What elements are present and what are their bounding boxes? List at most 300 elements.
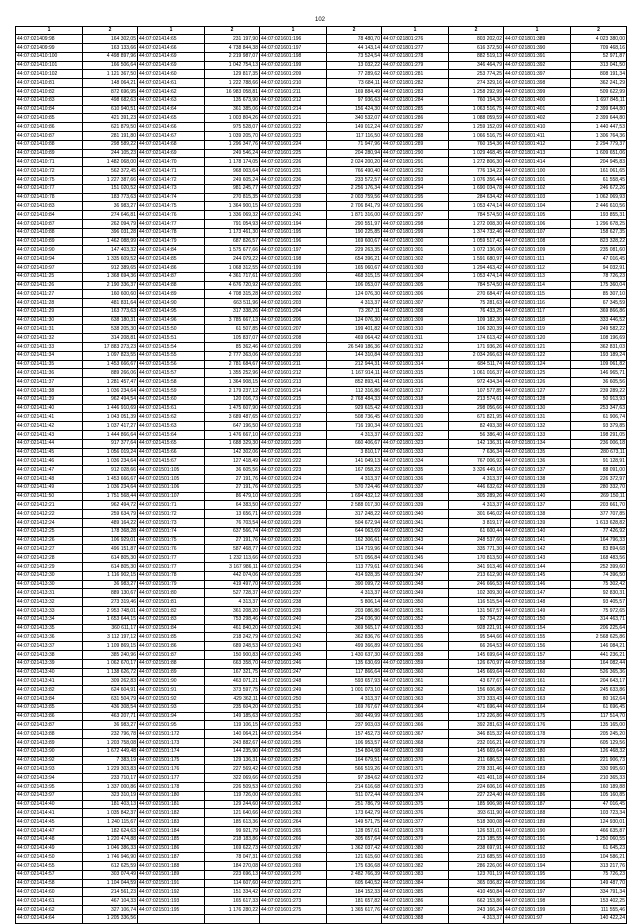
cadastral-number-cell: 44:07:021801:370 [382,756,449,765]
cadastral-value-cell: 47 016,45 [571,255,627,264]
cadastral-value-cell: 149 012,24 [327,123,382,132]
cadastral-value-cell: 171 936,26 [449,343,504,352]
cadastral-value-cell: 102 309,30 [449,589,504,598]
table-row [16,642,627,651]
cadastral-number-cell: 44:07:021414:61 [138,79,205,88]
table-row [16,826,627,835]
cadastral-value-cell: 163 133,66 [83,43,138,52]
table-row [16,466,627,475]
cadastral-number-cell: 44:07:021601:222 [260,457,327,466]
cadastral-number-cell: 44:07:021801:124 [504,360,571,369]
cadastral-value-cell: 767 006,92 [449,457,504,466]
cadastral-value-cell: 2 024 200,20 [327,158,382,167]
cadastral-value-table [15,26,627,924]
cadastral-value-cell: 135 630,69 [327,659,382,668]
cadastral-number-cell: 44:07:021801:378 [382,826,449,835]
cadastral-value-cell: 1 104 044,59 [83,879,138,888]
cadastral-number-cell: 44:07:021501:92 [138,694,205,703]
cadastral-value-cell: 570 724,46 [327,483,382,492]
cadastral-value-cell: 112 316,86 [327,387,382,396]
cadastral-value-cell: 612 625,59 [83,862,138,871]
cadastral-value-cell: 71 947,96 [327,140,382,149]
cadastral-value-cell: 1 482 068,00 [83,158,138,167]
cadastral-value-cell: 127 418,49 [205,457,260,466]
cadastral-value-cell: 210 365,33 [571,774,627,783]
table-row [16,87,627,96]
cadastral-number-cell: 44:07:021801:164 [504,703,571,712]
cadastral-number-cell: 44:07:021801:282 [382,79,449,88]
cadastral-value-cell: 362 831,03 [571,343,627,352]
cadastral-value-cell: 1 036 234,64 [83,483,138,492]
cadastral-number-cell: 44:07:021411:44 [16,439,83,448]
cadastral-value-cell: 463 207,71 [83,712,138,721]
cadastral-number-cell: 44:07:021801:131 [504,413,571,422]
cadastral-value-cell: 43 677,67 [449,677,504,686]
cadastral-number-cell: 44:07:021601:269 [260,862,327,871]
cadastral-number-cell: 44:07:021801:147 [504,589,571,598]
table-row [16,281,627,290]
cadastral-number-cell: 44:07:021801:112 [504,263,571,272]
cadastral-number-cell: 44:07:021801:344 [382,545,449,554]
cadastral-value-cell: 61 600,44 [449,527,504,536]
cadastral-number-cell: 44:07:021601:234 [260,563,327,572]
cadastral-value-cell: 185 613,36 [205,818,260,827]
cadastral-number-cell: 44:07:021801:355 [382,633,449,642]
cadastral-number-cell: 44:07:021801:397 [504,70,571,79]
cadastral-value-cell: 313 041,50 [571,61,627,70]
cadastral-number-cell: 44:07:021801:361 [382,677,449,686]
table-row [16,756,627,765]
cadastral-value-cell: 766 490,40 [327,167,382,176]
cadastral-value-cell: 95 544,66 [449,633,504,642]
cadastral-value-cell: 298 056,66 [449,404,504,413]
cadastral-value-cell: 647 196,50 [205,422,260,431]
cadastral-number-cell: 44:07:021801:183 [504,765,571,774]
cadastral-number-cell: 44:07:021410:83 [16,96,83,105]
cadastral-number-cell: 44:07:021801:314 [382,360,449,369]
cadastral-number-cell: 44:07:021801:311 [382,334,449,343]
cadastral-value-cell: 1 697 845,11 [571,96,627,105]
cadastral-value-cell: 1 053 474,14 [449,272,504,281]
cadastral-value-cell: 784 574,50 [449,281,504,290]
cadastral-number-cell: 44:07:021601:220 [260,439,327,448]
cadastral-number-cell: 44:07:021410:75 [16,175,83,184]
cadastral-value-cell: 1 097 823,55 [83,351,138,360]
cadastral-value-cell: 4 313,37 [449,501,504,510]
cadastral-number-cell: 44:07:021801:192 [504,844,571,853]
cadastral-value-cell: 317 338,26 [205,307,260,316]
cadastral-value-cell: 1 116 902,15 [83,571,138,580]
cadastral-value-cell: 3 326 449,16 [449,466,504,475]
cadastral-value-cell: 481 831,64 [83,299,138,308]
cadastral-number-cell: 44:07:021601:239 [260,202,327,211]
cadastral-number-cell: 44:07:021801:180 [504,747,571,756]
table-row [16,123,627,132]
cadastral-value-cell: 1 591 680,97 [449,255,504,264]
cadastral-value-cell: 1 001 073,10 [327,686,382,695]
cadastral-value-cell: 161 061,65 [571,167,627,176]
cadastral-value-cell: 126 531,01 [449,826,504,835]
cadastral-value-cell: 4 023 380,00 [571,35,627,44]
cadastral-value-cell: 1 258 292,99 [449,87,504,96]
cadastral-value-cell: 527 728,37 [205,589,260,598]
cadastral-value-cell: 140 064,21 [205,730,260,739]
cadastral-value-cell: 153 402,25 [571,897,627,906]
cadastral-value-cell: 928 221,91 [449,624,504,633]
cadastral-value-cell: 164 082,44 [571,659,627,668]
cadastral-value-cell: 77 426,92 [571,527,627,536]
cadastral-number-cell: 44:07:021601:243 [260,642,327,651]
table-row [16,844,627,853]
cadastral-number-cell: 44:07:021801:399 [504,87,571,96]
cadastral-value-cell: 27 191,76 [205,483,260,492]
cadastral-number-cell: 44:07:021410:89 [16,149,83,158]
table-row [16,747,627,756]
cadastral-value-cell: 154 804,98 [327,747,382,756]
table-row [16,439,627,448]
cadastral-value-cell: 1 056 019,24 [83,448,138,457]
cadastral-number-cell: 44:07:021801:339 [382,501,449,510]
cadastral-value-cell: 16 983 058,81 [205,87,260,96]
cadastral-number-cell: 44:07:021415:56 [138,360,205,369]
cadastral-value-cell: 233 572,57 [327,175,382,184]
cadastral-number-cell: 44:07:021413:37 [16,642,83,651]
cadastral-value-cell: 3 689 487,65 [205,413,260,422]
cadastral-number-cell: 44:07:021801:309 [382,316,449,325]
cadastral-value-cell: 269 150,11 [571,492,627,501]
column-header: 2 [327,27,382,35]
cadastral-value-cell: 75 972,65 [571,606,627,615]
cadastral-value-cell: 124 076,30 [327,290,382,299]
column-header: 2 [449,27,504,35]
cadastral-value-cell: 175 360,04 [571,281,627,290]
cadastral-value-cell: 203 661,70 [571,501,627,510]
cadastral-value-cell: 226 372,97 [571,475,627,484]
cadastral-value-cell: 4 313,37 [327,299,382,308]
cadastral-value-cell: 317 248,22 [327,510,382,519]
cadastral-number-cell: 44:07:021413:92 [16,756,83,765]
cadastral-value-cell: 106 320,39 [449,325,504,334]
cadastral-number-cell: 44:07:021801:369 [382,747,449,756]
cadastral-value-cell: 124 930,01 [571,818,627,827]
cadastral-number-cell: 44:07:021801:118 [504,316,571,325]
cadastral-number-cell: 44:07:021415:63 [138,422,205,431]
cadastral-value-cell: 429 362,11 [205,694,260,703]
cadastral-number-cell: 44:07:021601:215 [260,395,327,404]
cadastral-number-cell: 44:07:021414:60 [16,888,83,897]
cadastral-number-cell: 44:07:021501:83 [138,615,205,624]
cadastral-value-cell: 93 405,57 [571,598,627,607]
cadastral-value-cell: 709 468,16 [571,43,627,52]
cadastral-number-cell: 44:07:021601:227 [260,501,327,510]
cadastral-value-cell: 1 364 900,15 [205,202,260,211]
cadastral-number-cell: 44:07:021415:65 [138,439,205,448]
cadastral-value-cell: 204 643,17 [571,677,627,686]
cadastral-number-cell: 44:07:021801:111 [504,255,571,264]
cadastral-number-cell: 44:07:021412:29 [16,563,83,572]
cadastral-number-cell: 44:07:021601:231 [260,536,327,545]
cadastral-value-cell: 4 708 315,28 [205,290,260,299]
cadastral-number-cell: 44:07:021801:190 [504,826,571,835]
cadastral-value-cell: 330 995,60 [571,765,627,774]
cadastral-number-cell: 44:07:021801:347 [382,571,449,580]
cadastral-value-cell: 251 786,79 [327,800,382,809]
cadastral-number-cell: 44:07:021410:82 [16,87,83,96]
cadastral-value-cell: 301 646,02 [449,510,504,519]
cadastral-number-cell: 44:07:021801:126 [504,378,571,387]
cadastral-number-cell: 44:07:021501:82 [138,606,205,615]
cadastral-value-cell: 1 440 447,53 [571,123,627,132]
cadastral-value-cell: 2 768 484,33 [327,395,382,404]
cadastral-number-cell: 44:07:021801:376 [382,809,449,818]
cadastral-number-cell: 44:07:021501:105 [138,466,205,475]
cadastral-value-cell: 234 036,90 [327,615,382,624]
cadastral-number-cell: 44:07:021601:258 [260,765,327,774]
cadastral-value-cell: 385 240,96 [83,650,138,659]
cadastral-value-cell: 3 810,17 [327,448,382,457]
cadastral-value-cell: 244 105,23 [83,149,138,158]
table-row [16,668,627,677]
cadastral-number-cell: 44:07:021801:132 [504,422,571,431]
cadastral-number-cell: 44:07:021601:241 [260,624,327,633]
cadastral-number-cell: 44:07:021801:360 [382,668,449,677]
cadastral-value-cell: 226 509,53 [205,782,260,791]
cadastral-value-cell: 2 294 779,37 [571,140,627,149]
cadastral-value-cell: 3 785 667,13 [205,316,260,325]
cadastral-number-cell: 44:07:021801:351 [382,606,449,615]
cadastral-number-cell: 44:07:021801:109 [504,246,571,255]
cadastral-number-cell: 44:07:021413:84 [16,694,83,703]
cadastral-value-cell: 284 634,42 [449,193,504,202]
column-number-row [16,27,627,35]
cadastral-value-cell: 5 806,14 [327,598,382,607]
cadastral-number-cell: 44:07:021501:87 [138,650,205,659]
cadastral-value-cell: 156 606,86 [449,686,504,695]
table-row [16,527,627,536]
cadastral-number-cell: 44:07:021801:115 [504,290,571,299]
cadastral-value-cell: 334 791,34 [571,888,627,897]
cadastral-number-cell: 44:07:021801:156 [504,642,571,651]
cadastral-value-cell: 83 894,68 [571,545,627,554]
table-row [16,105,627,114]
cadastral-value-cell: 160 189,88 [571,782,627,791]
cadastral-value-cell: 61 696,45 [571,703,627,712]
table-row [16,448,627,457]
table-row [16,413,627,422]
cadastral-value-cell: 305 657,64 [327,835,382,844]
table-row [16,650,627,659]
cadastral-number-cell: 44:07:021801:350 [382,598,449,607]
cadastral-number-cell: 44:07:021801:161 [504,677,571,686]
cadastral-value-cell: 1 053 474,14 [449,202,504,211]
cadastral-value-cell: 1 178 174,05 [205,158,260,167]
cadastral-number-cell: 44:07:021801:340 [382,510,449,519]
cadastral-number-cell: 44:07:021501:79 [138,580,205,589]
cadastral-value-cell: 66 264,53 [449,642,504,651]
cadastral-number-cell: 44:07:021411:28 [16,299,83,308]
cadastral-value-cell: 61 507,85 [205,325,260,334]
cadastral-value-cell: 106 053,07 [327,281,382,290]
cadastral-number-cell: 44:07:021410:101 [16,61,83,70]
table-row [16,615,627,624]
cadastral-number-cell: 44:07:021601:273 [260,897,327,906]
cadastral-number-cell: 44:07:021601:199 [260,263,327,272]
cadastral-value-cell: 97 936,63 [327,96,382,105]
cadastral-number-cell: 44:07:021601:247 [260,668,327,677]
cadastral-value-cell: 184 152,33 [327,888,382,897]
cadastral-value-cell: 113 779,61 [327,563,382,572]
cadastral-number-cell: 44:07:021801:188 [504,809,571,818]
table-row [16,140,627,149]
cadastral-number-cell: 44:07:021601:214 [260,105,327,114]
cadastral-value-cell: 410 450,84 [449,888,504,897]
cadastral-number-cell: 44:07:021411:39 [16,395,83,404]
cadastral-number-cell: 44:07:021801:181 [504,756,571,765]
table-row [16,563,627,572]
cadastral-number-cell: 44:07:021414:68 [138,140,205,149]
cadastral-value-cell: 135 165,00 [571,721,627,730]
cadastral-number-cell: 44:07:021801:318 [382,395,449,404]
cadastral-number-cell: 44:07:021414:85 [138,255,205,264]
cadastral-value-cell: 4 498 897,96 [83,52,138,61]
cadastral-value-cell: 962 494,54 [83,395,138,404]
cadastral-number-cell: 44:07:021801:353 [382,624,449,633]
cadastral-value-cell: 117 514,70 [571,712,627,721]
cadastral-number-cell: 44:07:021801:390 [504,43,571,52]
cadastral-number-cell: 44:07:021801:338 [382,492,449,501]
cadastral-value-cell: 346 464,79 [449,61,504,70]
cadastral-value-cell: 526 365,36 [571,668,627,677]
cadastral-number-cell: 44:07:021801:321 [382,422,449,431]
cadastral-number-cell: 44:07:021601:271 [260,879,327,888]
cadastral-number-cell: 44:07:021801:162 [504,686,571,695]
cadastral-number-cell: 44:07:021414:57 [16,870,83,879]
cadastral-number-cell: 44:07:021501:177 [138,774,205,783]
cadastral-number-cell: 44:07:021601:239 [260,606,327,615]
cadastral-number-cell: 44:07:021410:90 [16,246,83,255]
cadastral-number-cell: 44:07:021413:87 [16,721,83,730]
cadastral-number-cell: 44:07:021801:365 [382,712,449,721]
cadastral-value-cell: 67 345,59 [571,299,627,308]
cadastral-value-cell: 205 245,20 [571,730,627,739]
cadastral-value-cell: 663 511,96 [205,299,260,308]
cadastral-value-cell: 165 060,67 [327,263,382,272]
cadastral-value-cell: 120 016,73 [205,395,260,404]
cadastral-value-cell: 232 016,21 [449,738,504,747]
cadastral-value-cell: 962 494,72 [83,501,138,510]
cadastral-value-cell: 185 906,98 [449,800,504,809]
table-row [16,237,627,246]
cadastral-number-cell: 44:07:021501:183 [138,818,205,827]
cadastral-value-cell: 92 830,31 [571,589,627,598]
cadastral-value-cell: 149 185,63 [205,712,260,721]
cadastral-value-cell: 149 487,70 [571,879,627,888]
table-row [16,809,627,818]
cadastral-number-cell: 44:07:021501:187 [138,853,205,862]
cadastral-number-cell: 44:07:021601:232 [260,545,327,554]
cadastral-number-cell: 44:07:021412:30 [16,571,83,580]
cadastral-number-cell: 44:07:021414:72 [138,175,205,184]
cadastral-value-cell: 1 046 386,33 [83,844,138,853]
cadastral-number-cell: 44:07:021411:42 [16,422,83,431]
cadastral-value-cell: 1 575 677,66 [205,246,260,255]
cadastral-value-cell: 121 615,60 [327,853,382,862]
cadastral-number-cell: 44:07:021801:302 [382,255,449,264]
cadastral-value-cell: 421 401,18 [449,774,504,783]
cadastral-number-cell: 44:07:021410:88 [16,140,83,149]
cadastral-number-cell: 44:07:021801:410 [504,123,571,132]
cadastral-value-cell: 239 289,22 [571,387,627,396]
cadastral-value-cell: 229 263,35 [327,246,382,255]
table-row [16,307,627,316]
cadastral-value-cell: 1 365 617,76 [327,906,382,915]
cadastral-value-cell: 1 613 628,82 [571,519,627,528]
cadastral-number-cell: 44:07:021801:363 [382,694,449,703]
cadastral-number-cell: 44:07:021801:120 [504,334,571,343]
cadastral-number-cell: 44:07:021501:77 [138,563,205,572]
cadastral-value-cell: 1 672 449,48 [83,747,138,756]
cadastral-value-cell: 446 632,62 [449,483,504,492]
cadastral-value-cell: 199 401,82 [327,325,382,334]
cadastral-value-cell: 85 362,46 [205,343,260,352]
cadastral-number-cell: 44:07:021801:121 [504,343,571,352]
cadastral-value-cell: 91 128,91 [571,457,627,466]
table-row [16,501,627,510]
cadastral-value-cell: 164 679,51 [327,756,382,765]
cadastral-number-cell: 44:07:021410:72 [16,167,83,176]
cadastral-value-cell: 280 673,11 [571,448,627,457]
cadastral-number-cell: 44:07:021601:198 [260,255,327,264]
cadastral-value-cell: 2 003 759,56 [327,193,382,202]
table-row [16,246,627,255]
cadastral-value-cell: 149 571,75 [327,818,382,827]
cadastral-value-cell: 1 430 637,30 [327,650,382,659]
cadastral-value-cell: 246 666,53 [449,580,504,589]
cadastral-number-cell: 44:07:021601:197 [260,43,327,52]
cadastral-value-cell: 509 622,99 [571,87,627,96]
column-header: 2 [83,27,138,35]
cadastral-number-cell: 44:07:021801:411 [504,131,571,140]
cadastral-value-cell: 1 039 205,70 [205,131,260,140]
cadastral-value-cell: 168 483,56 [571,554,627,563]
cadastral-number-cell: 44:07:021601:237 [260,589,327,598]
cadastral-value-cell: 414 928,35 [327,571,382,580]
cadastral-number-cell: 44:07:021801:346 [382,563,449,572]
cadastral-number-cell: 44:07:021415:55 [138,351,205,360]
cadastral-number-cell: 44:07:021801:387 [382,906,449,915]
cadastral-value-cell: 1 088 059,59 [449,114,504,123]
cadastral-number-cell: 44:07:021501:180 [138,791,205,800]
cadastral-value-cell: 624 604,91 [83,686,138,695]
cadastral-value-cell: 131 567,57 [449,606,504,615]
cadastral-number-cell: 44:07:021415:62 [138,413,205,422]
cadastral-value-cell: 341 913,46 [449,563,504,572]
cadastral-value-cell: 213 612,90 [449,571,504,580]
cadastral-value-cell: 593 657,93 [327,677,382,686]
cadastral-number-cell: 44:07:021601:198 [260,52,327,61]
cadastral-value-cell: 214 561,23 [83,888,138,897]
cadastral-number-cell: 44:07:021601:200 [260,272,327,281]
table-row [16,606,627,615]
cadastral-number-cell: 44:07:021601:242 [260,633,327,642]
cadastral-value-cell: 1 036 234,64 [83,387,138,396]
cadastral-value-cell: 1 281 457,47 [83,378,138,387]
cadastral-number-cell: 44:07:021501:91 [138,686,205,695]
cadastral-number-cell: 44:07:021414:62 [16,906,83,915]
cadastral-value-cell: 119 106,15 [205,721,260,730]
cadastral-value-cell: 1 138 626,72 [83,668,138,677]
cadastral-value-cell: 61 906,74 [571,413,627,422]
